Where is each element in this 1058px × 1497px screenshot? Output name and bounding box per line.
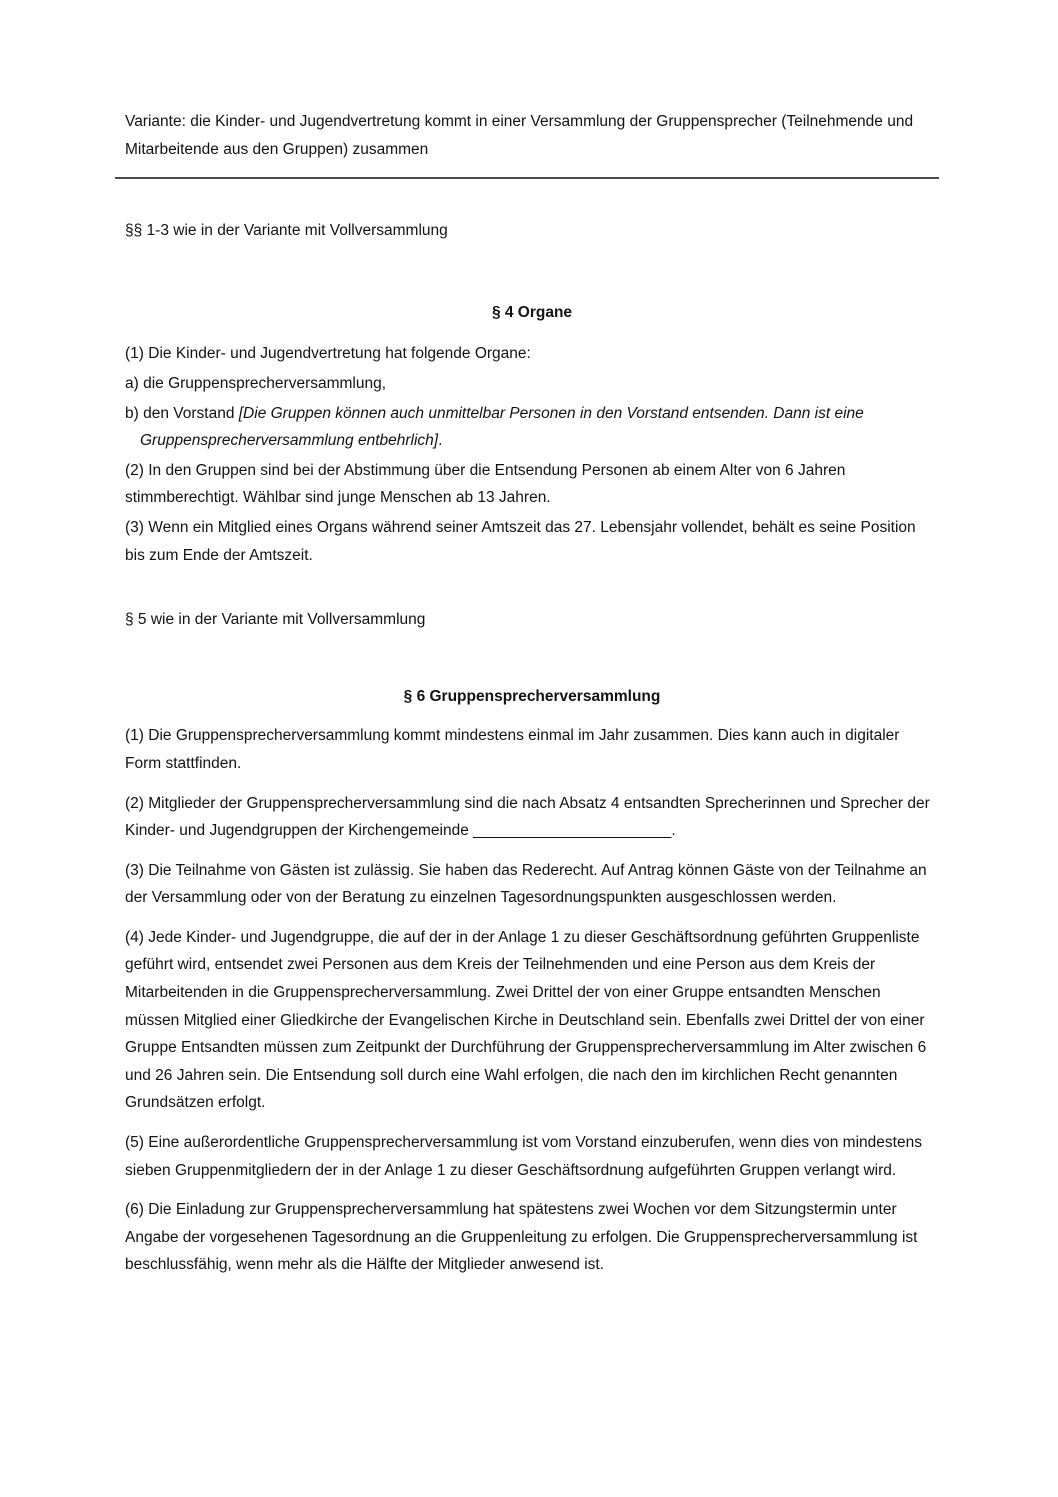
section4-item-a: a) die Gruppensprecherversammlung, bbox=[125, 374, 387, 392]
section6-paragraph-2: (2) Mitglieder der Gruppensprecherversammlung sind die nach Absatz 4 entsandten Sprecherinnen und Sprecher der Kinder- und Jugendgruppen der Kirchengemeinde _______________________. bbox=[125, 794, 930, 840]
section4-item-b-suffix: . bbox=[438, 432, 443, 450]
section6-paragraph-3: (3) Die Teilnahme von Gästen ist zulässig. Sie haben das Rederecht. Auf Antrag können Gäste von der Teilnahme an der Versammlung oder von der Beratung zu einzelnen Tagesordnungspunkten ausgeschlossen werden. bbox=[125, 861, 927, 907]
section6-paragraph-5: (5) Eine außerordentliche Gruppensprecherversammlung ist vom Vorstand einzuberufen, wenn dies von mindestens sieben Gruppenmitgliedern der in der Anlage 1 zu dieser Geschäftsordnung aufgeführten Gruppen verlangt wird. bbox=[125, 1134, 922, 1179]
section4-paragraph-3: (3) Wenn ein Mitglied eines Organs während seiner Amtszeit das 27. Lebensjahr vollendet, behält es seine Position bis zum Ende der Amtszeit. bbox=[125, 518, 916, 564]
document-content bbox=[125, 0, 939, 1279]
document-header-text: Variante: die Kinder- und Jugendvertretung kommt in einer Versammlung der Gruppensprecher (Teilnehmende und Mitarbeitende aus den Gruppen) zusammen bbox=[125, 113, 914, 158]
section4-item-b-prefix: b) den Vorstand bbox=[125, 404, 239, 422]
section6-paragraph-4: (4) Jede Kinder- und Jugendgruppe, die auf der in der Anlage 1 zu dieser Geschäftsordnung geführten Gruppenliste geführt wird, entsendet zwei Personen aus dem Kreis der Teilnehmenden und eine Person aus dem Kreis der Mitarbeitenden in die Gruppensprecherversammlung. Zwei Drittel der von einer Gruppe entsandten Menschen müssen Mitglied einer Gliedkirche der Evangelischen Kirche in Deutschland sein. Ebenfalls zwei Drittel der von einer Gruppe Entsandten müssen zum Zeitpunkt der Durchführung der Gruppensprecherversammlung im Alter zwischen 6 und 26 Jahren sein. Die Entsendung soll durch eine Wahl erfolgen, die nach den im kirchlichen Recht genannten Grundsätzen erfolgt. bbox=[125, 928, 927, 1112]
section6-heading: § 6 Gruppensprecherversammlung bbox=[403, 687, 661, 705]
document-header bbox=[115, 108, 939, 179]
section4-paragraph-1: (1) Die Kinder- und Jugendvertretung hat folgende Organe: bbox=[125, 345, 531, 363]
section4-item-b bbox=[125, 400, 939, 455]
section4-heading: § 4 Organe bbox=[491, 303, 573, 321]
section6-paragraph-1: (1) Die Gruppensprecherversammlung kommt mindestens einmal im Jahr zusammen. Dies kann auch in digitaler Form stattfinden. bbox=[125, 727, 900, 772]
section4-item-b-italic-note: [Die Gruppen können auch unmittelbar Personen in den Vorstand entsenden. Dann ist eine Gruppensprecherversammlung entbehrlich] bbox=[140, 404, 864, 450]
section6-paragraph-6: (6) Die Einladung zur Gruppensprecherversammlung hat spätestens zwei Wochen vor dem Sitzungstermin unter Angabe der vorgesehenen Tagesordnung an die Gruppenleitung zu erfolgen. Die Gruppensprecherversammlung ist beschlussfähig, wenn mehr als die Hälfte der Mitglieder anwesend ist. bbox=[125, 1201, 918, 1274]
section5-note: § 5 wie in der Variante mit Vollversammlung bbox=[125, 611, 426, 629]
intro-note: §§ 1-3 wie in der Variante mit Vollversammlung bbox=[125, 222, 448, 240]
section4-paragraph-2: (2) In den Gruppen sind bei der Abstimmung über die Entsendung Personen ab einem Alter von 6 Jahren stimmberechtigt. Wählbar sind junge Menschen ab 13 Jahren. bbox=[125, 461, 846, 507]
